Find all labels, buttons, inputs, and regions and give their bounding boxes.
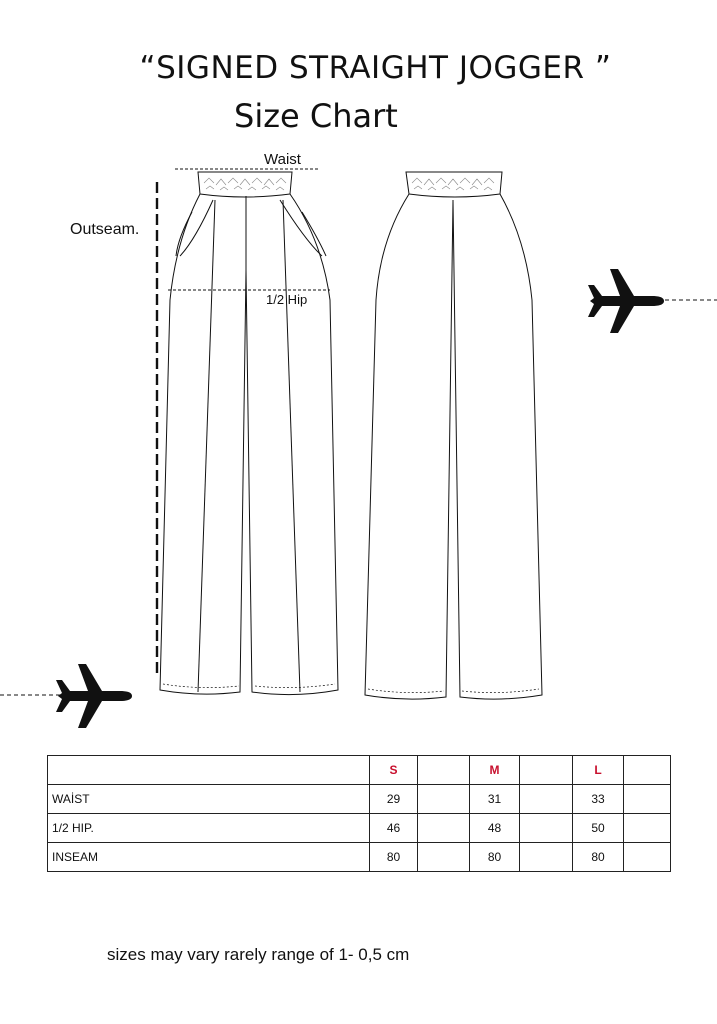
table-cell bbox=[624, 756, 671, 785]
table-cell: 80 bbox=[370, 843, 418, 872]
row-label: 1/2 HIP. bbox=[48, 814, 370, 843]
table-cell bbox=[624, 843, 671, 872]
airplane-icon bbox=[588, 269, 717, 333]
hip-label: 1/2 Hip bbox=[266, 292, 308, 307]
table-cell: 29 bbox=[370, 785, 418, 814]
page-title: “SIGNED STRAIGHT JOGGER ” bbox=[139, 50, 612, 86]
table-cell bbox=[520, 756, 573, 785]
table-cell: 48 bbox=[470, 814, 520, 843]
size-s-header: S bbox=[370, 756, 418, 785]
table-cell bbox=[418, 756, 470, 785]
waist-label: Waist bbox=[264, 151, 301, 168]
table-row bbox=[48, 814, 671, 843]
table-row bbox=[48, 785, 671, 814]
airplane-icon bbox=[0, 664, 132, 728]
table-cell bbox=[520, 843, 573, 872]
table-cell: 46 bbox=[370, 814, 418, 843]
back-trouser bbox=[365, 172, 542, 699]
table-cell bbox=[418, 785, 470, 814]
front-trouser bbox=[160, 172, 338, 695]
size-l-header: L bbox=[573, 756, 624, 785]
table-cell: 31 bbox=[470, 785, 520, 814]
table-cell: 80 bbox=[470, 843, 520, 872]
page-subtitle: Size Chart bbox=[234, 97, 398, 135]
table-cell: 33 bbox=[573, 785, 624, 814]
table-cell bbox=[520, 785, 573, 814]
size-m-header: M bbox=[470, 756, 520, 785]
table-cell bbox=[418, 814, 470, 843]
table-row bbox=[48, 843, 671, 872]
footer-note: sizes may vary rarely range of 1- 0,5 cm bbox=[107, 945, 410, 964]
table-cell: 80 bbox=[573, 843, 624, 872]
row-label: WAİST bbox=[48, 785, 370, 814]
table-cell bbox=[418, 843, 470, 872]
table-cell bbox=[48, 756, 370, 785]
row-label: INSEAM bbox=[48, 843, 370, 872]
table-cell bbox=[520, 814, 573, 843]
size-table bbox=[47, 755, 671, 872]
table-cell bbox=[624, 785, 671, 814]
outseam-label: Outseam. bbox=[70, 221, 140, 238]
table-cell: 50 bbox=[573, 814, 624, 843]
table-header-row bbox=[48, 756, 671, 785]
table-cell bbox=[624, 814, 671, 843]
